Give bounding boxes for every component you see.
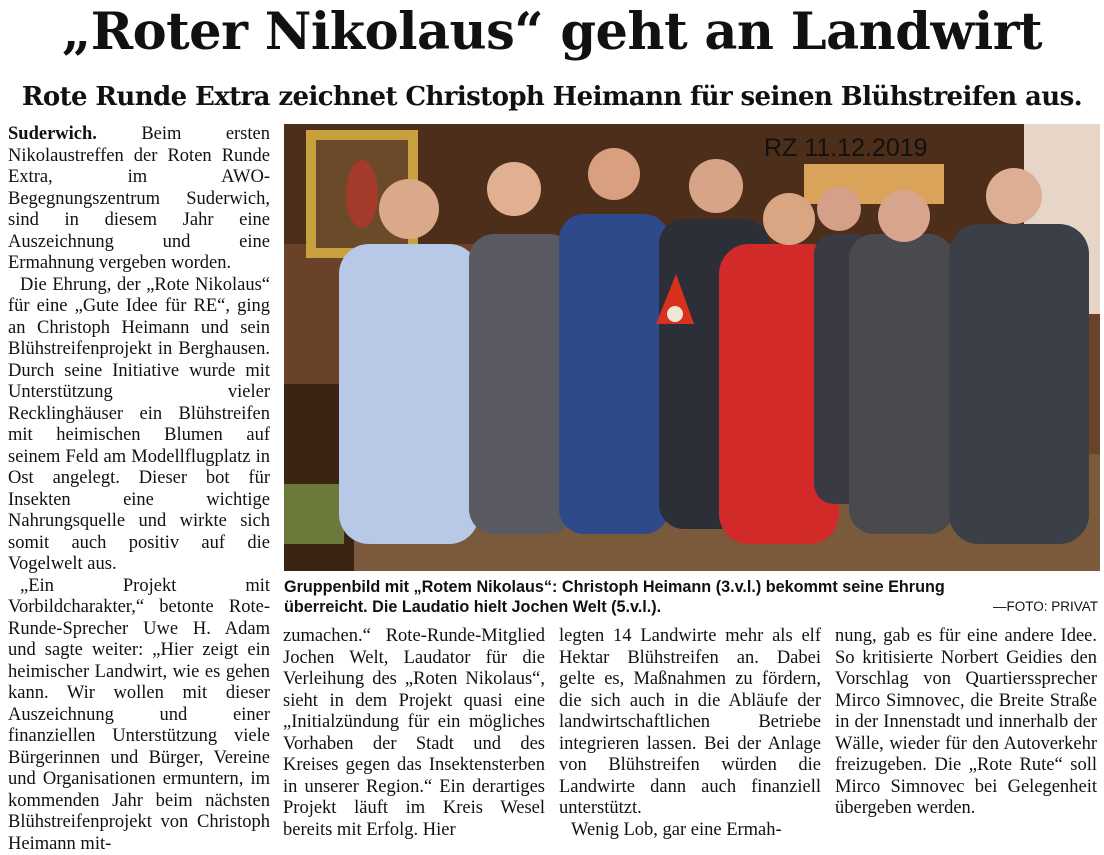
group-photo-illustration [284, 124, 1100, 571]
group-photo [284, 124, 1100, 571]
paragraph-6: Wenig Lob, gar eine Ermah- [571, 819, 782, 840]
paragraph-3: „Ein Projekt mit Vorbildcharakter,“ betonte Rote-Runde-Sprecher Uwe H. Adam und sagte weiter: „Hier zeigt ein heimischer Landwirt, wie es gehen kann. Wir wollen mit dieser Auszeichnung und einer finanziellen Unterstützung viele Bürgerinnen und Bürger, Vereine und Organisationen ermuntern, im kommenden Jahr beim nächsten Blühstreifenprojekt von Christoph Heimann mit- [8, 575, 270, 852]
text-column-2 [283, 626, 545, 854]
caption-line-1: Gruppenbild mit „Rotem Nikolaus“: Christoph Heimann (3.v.l.) bekommt seine Ehrung [284, 578, 945, 596]
caption-line-2: überreicht. Die Laudatio hielt Jochen Welt (5.v.l.). [284, 598, 662, 616]
paragraph-5: legten 14 Landwirte mehr als elf Hektar Blühstreifen an. Dabei gelte es, Maßnahmen zu fördern, die sich auch in die Abläufe der landwirtschaftlichen Betriebe integrieren lassen. Bei der Anlage von Blühstreifen würden die Landwirte dann auch finanziell unterstützt. [559, 626, 821, 818]
paragraph-4: zumachen.“ Rote-Runde-Mitglied Jochen Welt, Laudator für die Verleihung des „Roten Nikolaus“, sieht in dem Projekt quasi eine „Initialzündung für ein mögliches Vorhaben der Stadt und des Kreises gegen das Insektensterben in unserer Region.“ Ein derartiges Projekt läuft im Kreis Wesel bereits mit Erfolg. Hier [283, 626, 545, 840]
paragraph-2: Die Ehrung, der „Rote Nikolaus“ für eine „Gute Idee für RE“, ging an Christoph Heimann und sein Blühstreifenprojekt in Berghausen. Durch seine Initiative wurde mit Unterstützung vieler Recklinghäuser ein Blühstreifen mit heimischen Blumen auf seinem Feld am Modellflugplatz in Ost angelegt. Dieser bot für Insekten eine wichtige Nahrungsquelle und wirkte sich somit auch positiv auf die Vogelwelt aus. [8, 274, 270, 574]
paragraph-7: nung, gab es für eine andere Idee. So kritisierte Norbert Geidies den Vorschlag von Quartierssprecher Mirco Simnovec, die Breite Straße in der Innenstadt und innerhalb der Wälle, wieder für den Autoverkehr freizugeben. Die „Rote Rute“ soll Mirco Simnovec bei Gelegenheit übergeben werden. [835, 626, 1097, 818]
paragraph-1-text: Beim ersten Nikolaustreffen der Roten Runde Extra, im AWO-Begegnungszentrum Suderwich, sind in diesem Jahr eine Auszeichnung und eine Ermahnung vergeben worden. [8, 124, 270, 273]
text-column-4 [835, 626, 1097, 854]
article-headline: „Roter Nikolaus“ geht an Landwirt [61, 2, 1043, 62]
text-column-3 [559, 626, 821, 854]
newspaper-date-stamp: RZ 11.12.2019 [764, 134, 928, 162]
dateline: Suderwich. [8, 124, 97, 144]
text-column-1 [8, 124, 270, 852]
photo-credit: —FOTO: PRIVAT [992, 599, 1098, 614]
paragraph-1 [8, 124, 270, 275]
article-subheadline: Rote Runde Extra zeichnet Christoph Heimann für seinen Blühstreifen aus. [21, 82, 1083, 112]
